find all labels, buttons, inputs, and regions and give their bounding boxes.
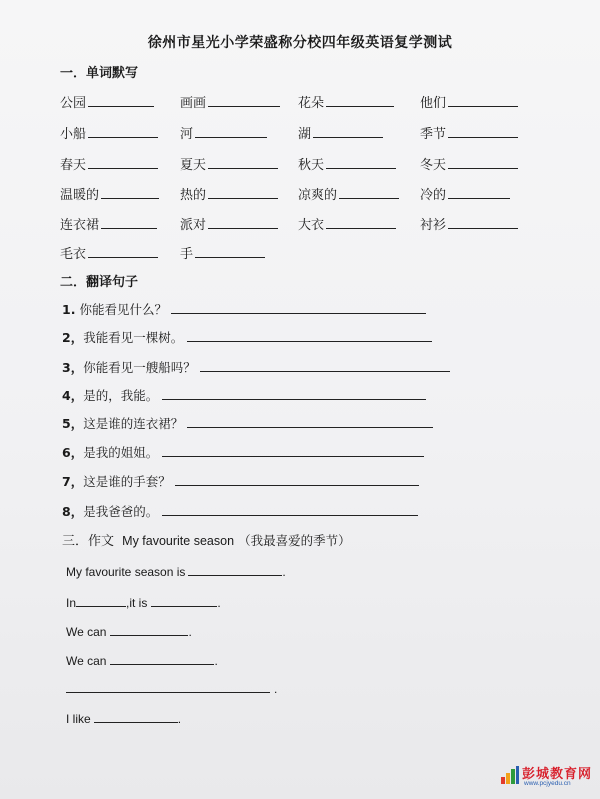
- vocab-row: [0, 214, 600, 234]
- sentence-item: 4，是的，我能。: [62, 386, 426, 404]
- vocab-item: 冬天: [420, 154, 518, 173]
- answer-blank[interactable]: [151, 594, 217, 607]
- vocab-item: 热的: [180, 184, 278, 203]
- sentence-item: 3，你能看见一艘船吗？: [62, 358, 450, 376]
- essay-topic-cn: （我最喜爱的季节）: [238, 533, 351, 548]
- sentence-item: 8，是我爸爸的。: [62, 502, 418, 520]
- answer-blank[interactable]: [208, 186, 278, 199]
- answer-blank[interactable]: [101, 186, 159, 199]
- watermark-url: www.pcjyedu.cn: [524, 780, 571, 787]
- vocab-row: [0, 92, 600, 112]
- section-translation-heading: 二．翻译句子: [60, 275, 139, 290]
- answer-blank[interactable]: [88, 94, 154, 107]
- vocab-item: 手: [180, 243, 265, 262]
- answer-blank[interactable]: [88, 245, 158, 258]
- answer-blank[interactable]: [187, 329, 432, 342]
- vocab-item: 季节: [420, 123, 518, 142]
- answer-blank[interactable]: [101, 216, 157, 229]
- answer-blank[interactable]: [200, 359, 450, 372]
- vocab-item: 派对: [180, 214, 278, 233]
- answer-blank[interactable]: [448, 156, 518, 169]
- vocab-row: [0, 184, 600, 204]
- vocab-row: [0, 123, 600, 143]
- answer-blank[interactable]: [208, 94, 280, 107]
- answer-blank[interactable]: [171, 301, 426, 314]
- answer-blank[interactable]: [66, 680, 270, 693]
- essay-heading-label: 三．作文: [62, 534, 115, 549]
- answer-blank[interactable]: [88, 125, 158, 138]
- sentence-item: 5，这是谁的连衣裙？: [62, 414, 433, 432]
- vocab-item: 河: [180, 123, 267, 142]
- answer-blank[interactable]: [76, 594, 126, 607]
- answer-blank[interactable]: [448, 125, 518, 138]
- answer-blank[interactable]: [326, 216, 396, 229]
- essay-line: My favourite season is .: [66, 565, 286, 579]
- answer-blank[interactable]: [110, 623, 188, 636]
- vocab-item: 春天: [60, 154, 158, 173]
- section-essay-heading: [62, 530, 351, 549]
- answer-blank[interactable]: [448, 186, 510, 199]
- essay-line: I like .: [66, 712, 182, 726]
- vocab-item: 毛衣: [60, 243, 158, 262]
- answer-blank[interactable]: [187, 415, 433, 428]
- essay-line: .: [66, 680, 277, 696]
- vocab-item: 公园: [60, 92, 154, 111]
- sentence-item: 2，我能看见一棵树。: [62, 328, 432, 346]
- answer-blank[interactable]: [326, 94, 394, 107]
- page-title: 徐州市星光小学荣盛称分校四年级英语复学测试: [147, 35, 453, 51]
- vocab-row: [0, 154, 600, 174]
- answer-blank[interactable]: [188, 563, 282, 576]
- sentence-item: 6，是我的姐姐。: [62, 443, 424, 461]
- sentence-item: 1. 你能看见什么？: [62, 300, 426, 318]
- answer-blank[interactable]: [326, 156, 396, 169]
- answer-blank[interactable]: [313, 125, 383, 138]
- vocab-item: 温暖的: [60, 184, 159, 203]
- book-logo-icon: [500, 765, 520, 785]
- vocab-item: 连衣裙: [60, 214, 157, 233]
- answer-blank[interactable]: [195, 245, 265, 258]
- essay-line: In ,it is .: [66, 596, 221, 610]
- answer-blank[interactable]: [88, 156, 158, 169]
- vocab-item: 湖: [298, 123, 383, 142]
- watermark-logo: [500, 763, 592, 793]
- answer-blank[interactable]: [339, 186, 399, 199]
- answer-blank[interactable]: [195, 125, 267, 138]
- answer-blank[interactable]: [208, 216, 278, 229]
- vocab-item: 冷的: [420, 184, 510, 203]
- vocab-item: 夏天: [180, 154, 278, 173]
- vocab-item: 凉爽的: [298, 184, 399, 203]
- essay-topic-en: My favourite season: [122, 534, 235, 548]
- answer-blank[interactable]: [110, 652, 214, 665]
- answer-blank[interactable]: [208, 156, 278, 169]
- vocab-item: 花朵: [298, 92, 394, 111]
- essay-line: We can .: [66, 654, 218, 668]
- watermark-name: 彭城教育网: [522, 767, 593, 782]
- answer-blank[interactable]: [175, 473, 419, 486]
- answer-blank[interactable]: [162, 444, 424, 457]
- vocab-item: 大衣: [298, 214, 396, 233]
- vocab-row: [0, 243, 600, 263]
- vocab-item: 秋天: [298, 154, 396, 173]
- vocab-item: 他们: [420, 92, 518, 111]
- vocab-item: 画画: [180, 92, 280, 111]
- answer-blank[interactable]: [94, 710, 178, 723]
- answer-blank[interactable]: [162, 503, 418, 516]
- answer-blank[interactable]: [448, 94, 518, 107]
- answer-blank[interactable]: [162, 387, 426, 400]
- section-vocabulary-heading: 一．单词默写: [60, 66, 139, 81]
- vocab-item: 衬衫: [420, 214, 518, 233]
- answer-blank[interactable]: [448, 216, 518, 229]
- essay-line: We can .: [66, 625, 192, 639]
- vocab-item: 小船: [60, 123, 158, 142]
- sentence-item: 7，这是谁的手套？: [62, 472, 419, 490]
